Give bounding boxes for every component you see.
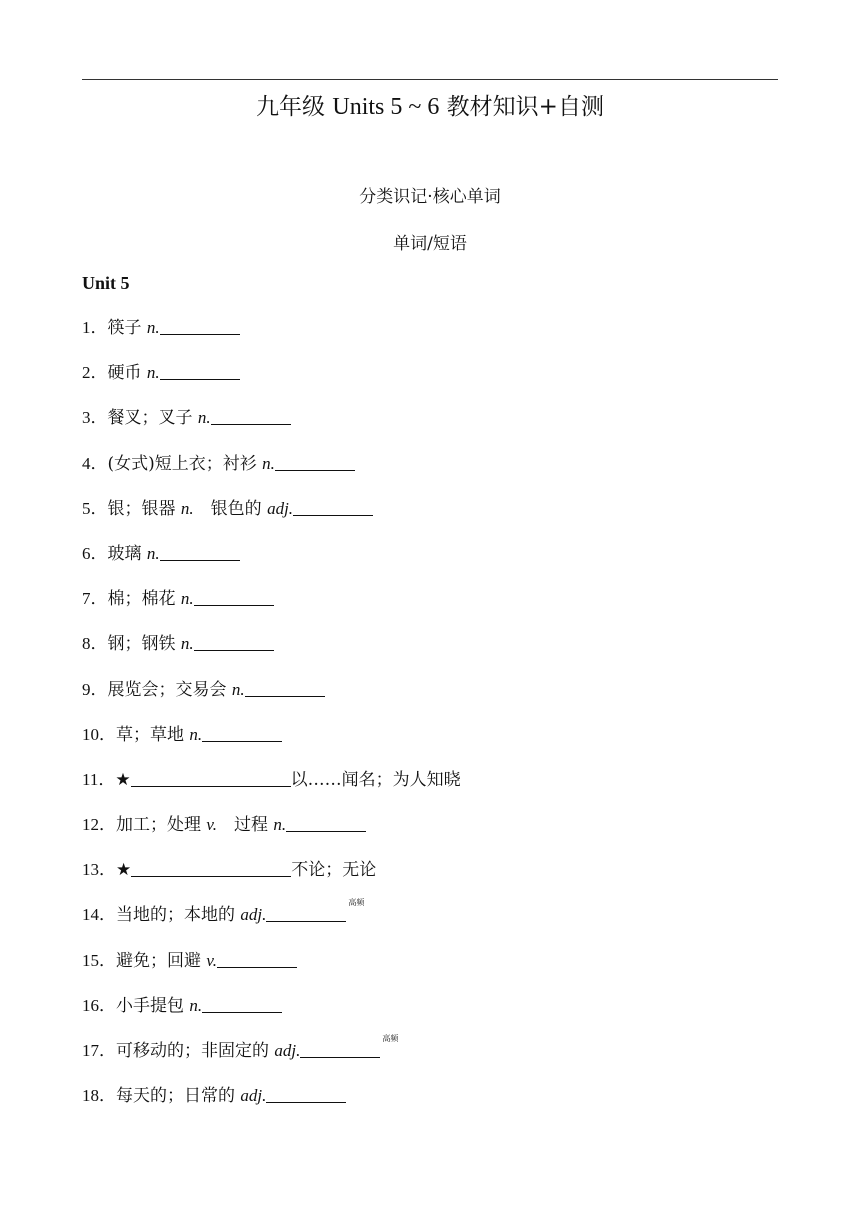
item-meaning: 当地的；本地的	[116, 905, 241, 926]
item-meaning: 棉；棉花	[107, 589, 181, 610]
item-meaning: (女式)短上衣；衬衫	[107, 453, 263, 474]
answer-blank[interactable]	[275, 452, 355, 471]
item-number: 13．	[82, 860, 116, 880]
item-number: 11．	[82, 769, 116, 789]
answer-blank[interactable]	[131, 768, 291, 787]
item-pos: n.	[146, 363, 160, 383]
item-pos: n.	[197, 408, 211, 428]
item-number: 16．	[82, 995, 116, 1015]
list-item	[82, 991, 461, 1036]
item-pos: n.	[146, 318, 160, 337]
title-units: Units 5 ~ 6	[332, 94, 440, 120]
answer-blank[interactable]	[300, 1039, 380, 1058]
answer-blank[interactable]	[293, 497, 373, 516]
item-pos-2: adj.	[267, 498, 294, 518]
item-pos: adj.	[240, 1086, 267, 1106]
item-meaning: 硬币	[107, 363, 147, 384]
section-title: 分类识记·核心单词	[359, 187, 501, 207]
answer-blank[interactable]	[160, 316, 240, 335]
answer-blank[interactable]	[202, 994, 282, 1013]
item-meaning: 展览会；交易会	[107, 679, 232, 700]
answer-blank[interactable]	[286, 813, 366, 832]
list-item	[82, 494, 461, 539]
item-number: 18．	[82, 1086, 116, 1106]
item-pos: adj.	[274, 1041, 301, 1060]
item-pos: v.	[206, 815, 217, 835]
list-item	[82, 810, 461, 855]
item-number: 14．	[82, 905, 116, 925]
unit-heading: Unit 5	[82, 273, 130, 293]
item-pos: adj.	[240, 905, 267, 925]
item-number: 15．	[82, 950, 116, 970]
answer-blank[interactable]	[131, 858, 291, 877]
item-pos: n.	[262, 453, 275, 473]
list-item	[82, 358, 461, 403]
item-meaning: 餐叉；叉子	[107, 408, 198, 429]
list-item	[82, 1036, 461, 1081]
list-item	[82, 313, 461, 358]
item-number: 17．	[82, 1041, 116, 1060]
title-subject: 教材知识+自测	[446, 94, 604, 120]
item-number: 10．	[82, 724, 116, 744]
list-item	[82, 946, 461, 991]
item-meaning-2: 过程	[216, 815, 274, 836]
list-item	[82, 1081, 461, 1126]
title-grade: 九年级	[256, 94, 326, 120]
answer-blank[interactable]	[194, 587, 274, 606]
list-item	[82, 900, 461, 945]
high-frequency-tag: 高频	[382, 1034, 399, 1043]
item-meaning: 筷子	[107, 318, 147, 338]
item-meaning: 加工；处理	[116, 815, 207, 836]
item-number: 3．	[82, 408, 108, 428]
item-number: 8．	[82, 634, 108, 654]
header-rule	[82, 79, 778, 80]
item-pos: v.	[206, 950, 217, 970]
item-number: 9．	[82, 679, 108, 699]
item-meaning: 钢；钢铁	[107, 634, 181, 655]
item-meaning: 玻璃	[107, 543, 147, 564]
list-item	[82, 720, 461, 765]
item-pos: n.	[180, 589, 194, 609]
list-item	[82, 629, 461, 674]
item-pos-2: n.	[273, 815, 287, 835]
vocab-list	[82, 313, 461, 1126]
item-meaning: 每天的；日常的	[116, 1086, 241, 1107]
list-item	[82, 584, 461, 629]
list-item	[82, 449, 461, 494]
high-frequency-tag: 高频	[348, 898, 365, 908]
item-meaning: 不论；无论	[291, 860, 377, 881]
item-pos: n.	[189, 995, 203, 1015]
list-item	[82, 403, 461, 448]
item-meaning: 避免；回避	[116, 950, 207, 971]
item-number: 7．	[82, 589, 108, 609]
answer-blank[interactable]	[194, 632, 274, 651]
item-pos: n.	[180, 498, 194, 518]
answer-blank[interactable]	[245, 678, 325, 697]
page-title	[0, 88, 860, 121]
item-number: 6．	[82, 543, 108, 563]
answer-blank[interactable]	[217, 949, 297, 968]
list-item	[82, 675, 461, 720]
item-number: 1．	[82, 318, 108, 337]
item-pos: n.	[189, 724, 203, 744]
list-item	[82, 765, 461, 810]
item-meaning: 以……闻名；为人知晓	[290, 769, 461, 790]
list-item	[82, 539, 461, 584]
item-meaning: 可移动的；非固定的	[116, 1041, 275, 1061]
item-pos: n.	[180, 634, 194, 654]
item-pos: n.	[146, 543, 160, 563]
answer-blank[interactable]	[160, 361, 240, 380]
subsection-title: 单词/短语	[393, 234, 467, 254]
item-number: 5．	[82, 498, 108, 518]
item-meaning: 银；银器	[107, 498, 181, 519]
answer-blank[interactable]	[211, 406, 291, 425]
star-icon: ★	[115, 769, 131, 790]
star-icon: ★	[116, 860, 132, 881]
answer-blank[interactable]	[202, 723, 282, 742]
answer-blank[interactable]	[266, 903, 346, 922]
item-number: 4．	[82, 453, 108, 473]
item-number: 12．	[82, 815, 116, 835]
item-meaning: 草；草地	[116, 724, 190, 745]
answer-blank[interactable]	[266, 1084, 346, 1103]
item-number: 2．	[82, 363, 108, 383]
item-meaning: 小手提包	[116, 995, 190, 1016]
answer-blank[interactable]	[160, 542, 240, 561]
list-item	[82, 855, 461, 900]
item-meaning-2: 银色的	[193, 498, 268, 519]
item-pos: n.	[231, 679, 245, 699]
